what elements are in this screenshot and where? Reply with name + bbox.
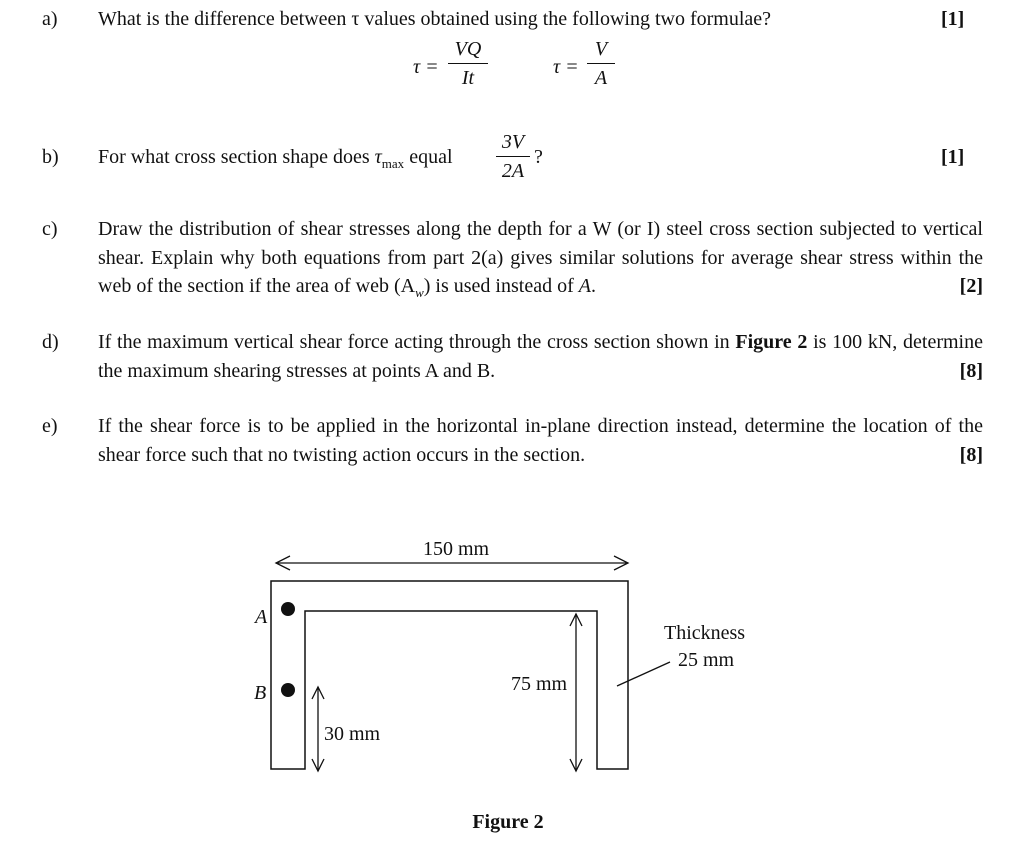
question-b-marks: [1]: [941, 146, 965, 168]
point-a-label: A: [255, 606, 268, 628]
question-c-subscript: w: [415, 285, 424, 300]
height-dimension-arrow: [570, 614, 582, 771]
lip-dimension-arrow: [312, 687, 324, 771]
question-c-marks: [2]: [959, 275, 983, 297]
question-d-marks: [8]: [959, 359, 983, 382]
point-a-marker: [281, 602, 295, 616]
question-c-label: c): [42, 218, 58, 240]
width-dimension-label: 150 mm: [422, 538, 490, 560]
question-c-body: Draw the distribution of shear stresses along the depth for a W (or I) steel cross section subjected to vertical shear. Explain why both equations from part 2(a) gives similar solutions for average shear stress within the web of the section if the area of web (A: [98, 218, 983, 297]
height-dimension-label: 75 mm: [511, 673, 568, 695]
question-e-body: If the shear force is to be applied in the horizontal in-plane direction instead, determine the location of the shear force such that no twisting action occurs in the section.: [98, 415, 983, 466]
question-d-body-2: is 100 kN, determine the maximum shearing stresses at points A and B.: [98, 331, 983, 382]
formula-2-lhs: τ =: [553, 56, 579, 78]
point-b-label: B: [254, 682, 267, 704]
lip-dimension-label: 30 mm: [324, 723, 381, 745]
question-b-tau: τ: [374, 146, 382, 168]
question-c-body-2: ) is used instead of: [423, 275, 579, 297]
formula-2-denominator: A: [594, 67, 608, 89]
formula-2-numerator: V: [594, 38, 608, 60]
question-a-label: a): [42, 8, 58, 30]
question-d-body: If the maximum vertical shear force acting through the cross section shown in: [98, 331, 736, 353]
question-a-text: What is the difference between τ values obtained using the following two formulae?: [98, 8, 772, 30]
question-b-numerator: 3V: [501, 131, 525, 153]
question-e-label: e): [42, 415, 58, 437]
thickness-leader-line: [617, 662, 670, 686]
question-c-end: .: [590, 275, 596, 297]
question-e-marks: [8]: [959, 443, 983, 466]
question-b-label: b): [42, 146, 59, 168]
question-b-pre: For what cross section shape does: [98, 146, 370, 168]
question-d-figure-ref: Figure 2: [735, 331, 808, 353]
question-b-denominator: 2A: [501, 160, 525, 182]
figure-caption: Figure 2: [472, 811, 544, 833]
question-b-mid: equal: [409, 146, 453, 168]
question-d-label: d): [42, 331, 59, 353]
question-b-subscript: max: [381, 156, 405, 171]
thickness-value: 25 mm: [678, 649, 735, 671]
question-b-question-mark: ?: [534, 146, 543, 168]
question-a-marks: [1]: [941, 8, 965, 30]
formula-1-denominator: It: [461, 67, 475, 89]
formula-1-numerator: VQ: [454, 38, 482, 60]
thickness-label: Thickness: [664, 622, 746, 644]
point-b-marker: [281, 683, 295, 697]
formula-1-lhs: τ =: [413, 56, 439, 78]
question-c-area: A: [578, 275, 591, 297]
